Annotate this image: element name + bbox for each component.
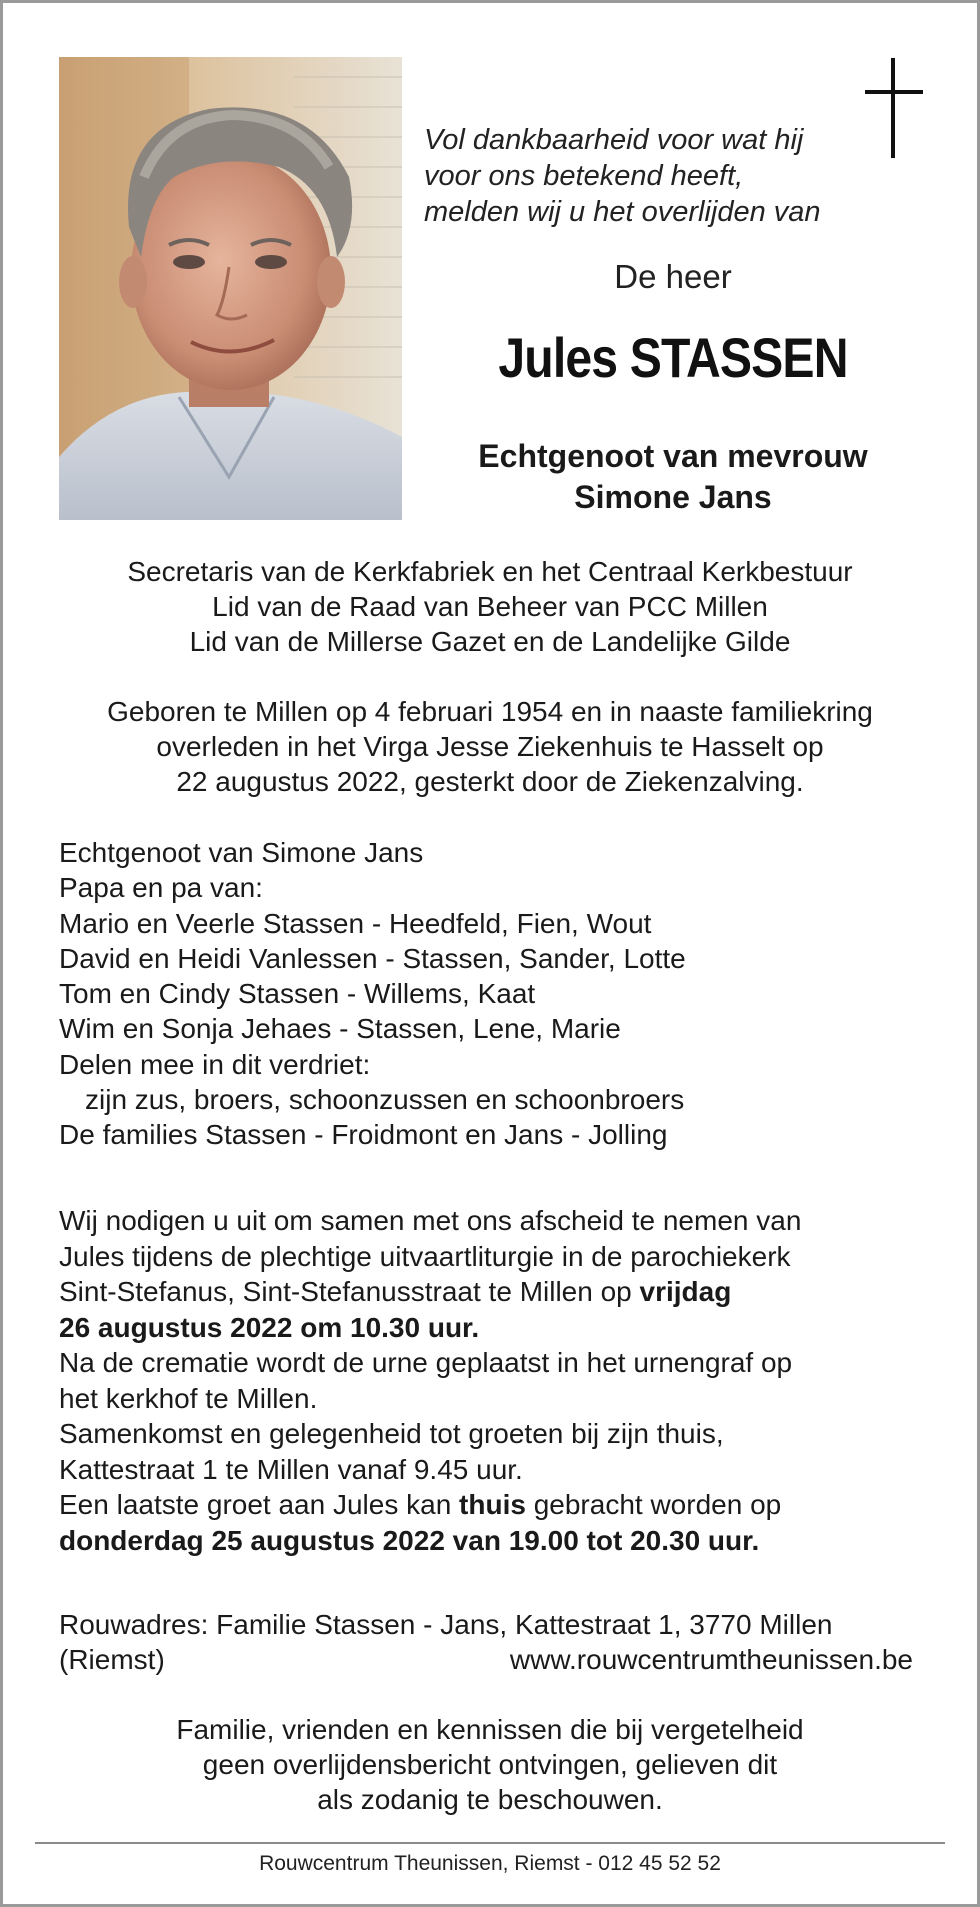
mourning-address bbox=[59, 1607, 913, 1677]
invitation-text: Sint-Stefanus, Sint-Stefanusstraat te Millen op bbox=[59, 1276, 640, 1307]
functions-list bbox=[40, 554, 940, 659]
family-line: Papa en pa van: bbox=[59, 872, 263, 904]
invitation-line bbox=[59, 1310, 939, 1346]
family-line: zijn zus, broers, schoonzussen en schoonbroers bbox=[85, 1084, 685, 1116]
website-link[interactable]: www.rouwcentrumtheunissen.be bbox=[509, 1644, 913, 1675]
family-line: David en Heidi Vanlessen - Stassen, Sander, Lotte bbox=[59, 942, 686, 974]
birth-death-text bbox=[40, 694, 940, 799]
family-line: De families Stassen - Froidmont en Jans - Jolling bbox=[59, 1119, 668, 1151]
invitation-text: gebracht worden op bbox=[525, 1489, 782, 1520]
spouse-line: Echtgenoot van mevrouw bbox=[478, 438, 868, 474]
invitation-text: Een laatste groet aan Jules kan bbox=[59, 1489, 460, 1520]
family-line: Delen mee in dit verdriet: bbox=[59, 1048, 371, 1080]
invitation-line bbox=[59, 1274, 939, 1310]
birth-line: Geboren te Millen op 4 februari 1954 en in naaste familiekring bbox=[107, 696, 873, 727]
cross-icon bbox=[865, 58, 923, 158]
invitation-date-time: 26 augustus 2022 om 10.30 uur. bbox=[59, 1311, 480, 1343]
invitation-line bbox=[59, 1523, 939, 1559]
address-line: (Riemst) bbox=[59, 1644, 165, 1675]
honorific: De heer bbox=[614, 258, 732, 295]
footer-credit: Rouwcentrum Theunissen, Riemst - 012 45 52 52 bbox=[259, 1852, 721, 1875]
invitation-line: het kerkhof te Millen. bbox=[59, 1382, 318, 1414]
deceased-name: Jules STASSEN bbox=[498, 326, 848, 389]
birth-line: 22 augustus 2022, gesterkt door de Ziekenzalving. bbox=[176, 766, 804, 797]
spouse-heading bbox=[424, 436, 922, 518]
address-line: Rouwadres: Familie Stassen - Jans, Kattestraat 1, 3770 Millen bbox=[59, 1609, 833, 1640]
invitation-line: Kattestraat 1 te Millen vanaf 9.45 uur. bbox=[59, 1453, 523, 1485]
address-row bbox=[59, 1642, 913, 1677]
family-list bbox=[59, 835, 939, 1153]
invitation-place: thuis bbox=[459, 1489, 526, 1520]
invitation-line: Jules tijdens de plechtige uitvaartliturgie in de parochiekerk bbox=[59, 1240, 791, 1272]
portrait-photo bbox=[59, 57, 402, 520]
family-line: Wim en Sonja Jehaes - Stassen, Lene, Marie bbox=[59, 1013, 621, 1045]
invitation-line: Samenkomst en gelegenheid tot groeten bij zijn thuis, bbox=[59, 1418, 724, 1449]
closing-line: geen overlijdensbericht ontvingen, gelieven dit bbox=[202, 1749, 778, 1780]
family-line: Echtgenoot van Simone Jans bbox=[59, 837, 424, 868]
family-line: Tom en Cindy Stassen - Willems, Kaat bbox=[59, 978, 536, 1010]
function-line: Secretaris van de Kerkfabriek en het Centraal Kerkbestuur bbox=[127, 556, 853, 587]
family-line: Mario en Veerle Stassen - Heedfeld, Fien, Wout bbox=[59, 907, 652, 939]
spouse-line: Simone Jans bbox=[574, 479, 772, 515]
intro-text bbox=[424, 122, 844, 230]
invitation-day: vrijdag bbox=[639, 1276, 732, 1307]
invitation-line bbox=[59, 1487, 939, 1523]
footer-divider bbox=[35, 1842, 945, 1844]
closing-note bbox=[40, 1712, 940, 1817]
invitation-line: Na de crematie wordt de urne geplaatst in het urnengraf op bbox=[59, 1347, 793, 1378]
closing-line: Familie, vrienden en kennissen die bij vergetelheid bbox=[176, 1714, 804, 1745]
invitation-line: Wij nodigen u uit om samen met ons afscheid te nemen van bbox=[59, 1205, 802, 1236]
function-line: Lid van de Millerse Gazet en de Landelijke Gilde bbox=[189, 626, 791, 657]
intro-line: voor ons betekend heeft, bbox=[424, 160, 744, 192]
visitation-date-time: donderdag 25 augustus 2022 van 19.00 tot 20.30 uur. bbox=[59, 1524, 760, 1556]
function-line: Lid van de Raad van Beheer van PCC Millen bbox=[212, 591, 768, 622]
funeral-invitation bbox=[59, 1203, 939, 1558]
birth-line: overleden in het Virga Jesse Ziekenhuis te Hasselt op bbox=[156, 731, 824, 762]
intro-line: Vol dankbaarheid voor wat hij bbox=[424, 124, 804, 156]
closing-line: als zodanig te beschouwen. bbox=[317, 1784, 663, 1815]
intro-line: melden wij u het overlijden van bbox=[424, 196, 821, 228]
